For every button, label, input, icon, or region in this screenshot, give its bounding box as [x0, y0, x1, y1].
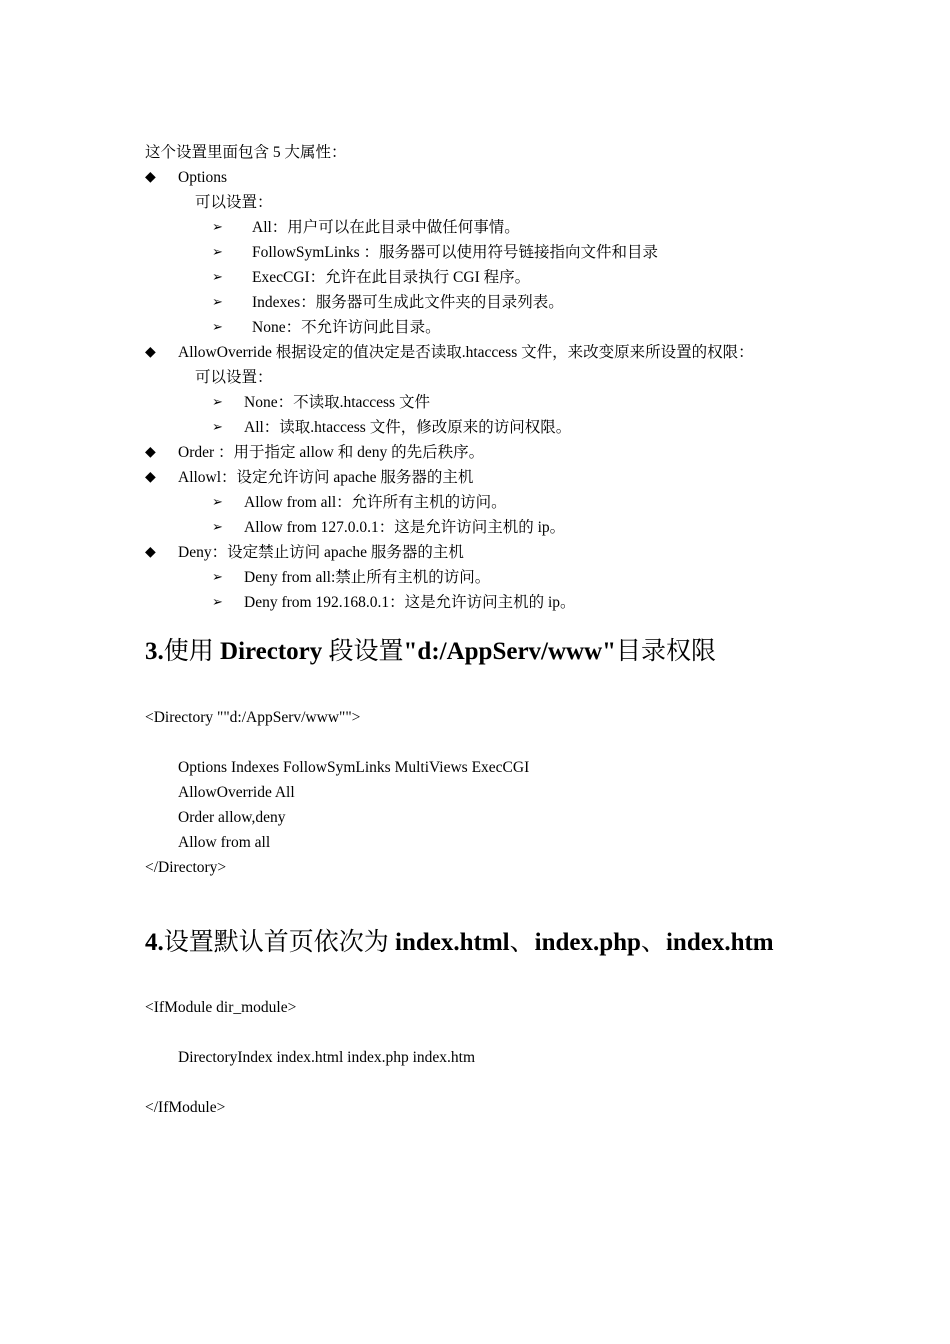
options-can-set: 可以设置：: [195, 194, 273, 211]
arrow-bullet-icon: ➢: [212, 495, 223, 510]
section4-number: 4.: [145, 929, 164, 956]
arrow-bullet-icon: ➢: [212, 220, 223, 235]
section4-bold2: index.php: [534, 929, 641, 956]
arrow-bullet-icon: ➢: [212, 570, 223, 585]
diamond-bullet-icon: ◆: [145, 469, 156, 485]
allowoverride-item-none: None：不读取.htaccess 文件: [244, 394, 430, 411]
section4-code-open: <IfModule dir_module>: [145, 999, 297, 1016]
arrow-bullet-icon: ➢: [212, 520, 223, 535]
options-item-indexes: Indexes：服务器可生成此文件夹的目录列表。: [252, 294, 564, 311]
section3-code-open: <Directory ""d:/AppServ/www"">: [145, 709, 361, 726]
section4-text3: 、: [640, 929, 666, 956]
section3-code-line: Options Indexes FollowSymLinks MultiViews ExecCGI: [178, 759, 530, 776]
options-item-none: None：不允许访问此目录。: [252, 319, 441, 336]
allowoverride-can-set: 可以设置：: [195, 369, 273, 386]
section3-number: 3.: [145, 638, 164, 665]
options-item-followsymlinks: FollowSymLinks ：服务器可以使用符号链接指向文件和目录: [252, 244, 659, 261]
section3-code-close: </Directory>: [145, 859, 227, 876]
arrow-bullet-icon: ➢: [212, 395, 223, 410]
section3-code-line: Order allow,deny: [178, 809, 286, 826]
deny-title: Deny：设定禁止访问 apache 服务器的主机: [178, 544, 464, 561]
arrow-bullet-icon: ➢: [212, 295, 223, 310]
section4-code-close: </IfModule>: [145, 1099, 226, 1116]
section3-code-line: Allow from all: [178, 834, 271, 851]
section3-bold2: "d:/AppServ/www": [403, 638, 617, 665]
section4-code-line: DirectoryIndex index.html index.php index.htm: [178, 1049, 476, 1066]
arrow-bullet-icon: ➢: [212, 270, 223, 285]
section4-text1: 设置默认首页依次为: [163, 929, 396, 956]
diamond-bullet-icon: ◆: [145, 544, 156, 560]
diamond-bullet-icon: ◆: [145, 169, 156, 185]
section4-bold1: index.html: [395, 929, 510, 956]
diamond-bullet-icon: ◆: [145, 344, 156, 360]
diamond-bullet-icon: ◆: [145, 444, 156, 460]
allow-item-localhost: Allow from 127.0.0.1：这是允许访问主机的 ip。: [244, 519, 566, 536]
options-title: Options: [178, 169, 228, 186]
section3-text2: 段设置: [322, 638, 404, 665]
order-title: Order ：用于指定 allow 和 deny 的先后秩序。: [178, 444, 485, 461]
deny-item-all: Deny from all:禁止所有主机的访问。: [244, 569, 491, 586]
arrow-bullet-icon: ➢: [212, 595, 223, 610]
section3-heading: [145, 636, 716, 668]
arrow-bullet-icon: ➢: [212, 320, 223, 335]
deny-item-ip: Deny from 192.168.0.1：这是允许访问主机的 ip。: [244, 594, 576, 611]
section3-text3: 目录权限: [616, 638, 717, 665]
section3-bold1: Directory: [220, 638, 323, 665]
intro-text: 这个设置里面包含 5 大属性：: [145, 144, 347, 161]
section4-bold3: index.htm: [665, 929, 774, 956]
allow-item-all: Allow from all：允许所有主机的访问。: [244, 494, 507, 511]
section4-heading: [145, 927, 774, 959]
section4-text2: 、: [509, 929, 535, 956]
arrow-bullet-icon: ➢: [212, 245, 223, 260]
allowoverride-title: AllowOverride 根据设定的值决定是否读取.htaccess 文件，来改变原来所设置的权限：: [178, 344, 754, 361]
options-item-all: All：用户可以在此目录中做任何事情。: [252, 219, 520, 236]
section3-text1: 使用: [163, 638, 221, 665]
allowoverride-item-all: All：读取.htaccess 文件，修改原来的访问权限。: [244, 419, 572, 436]
options-item-execcgi: ExecCGI：允许在此目录执行 CGI 程序。: [252, 269, 531, 286]
allow-title: Allowl：设定允许访问 apache 服务器的主机: [178, 469, 474, 486]
section3-code-line: AllowOverride All: [178, 784, 295, 801]
arrow-bullet-icon: ➢: [212, 420, 223, 435]
